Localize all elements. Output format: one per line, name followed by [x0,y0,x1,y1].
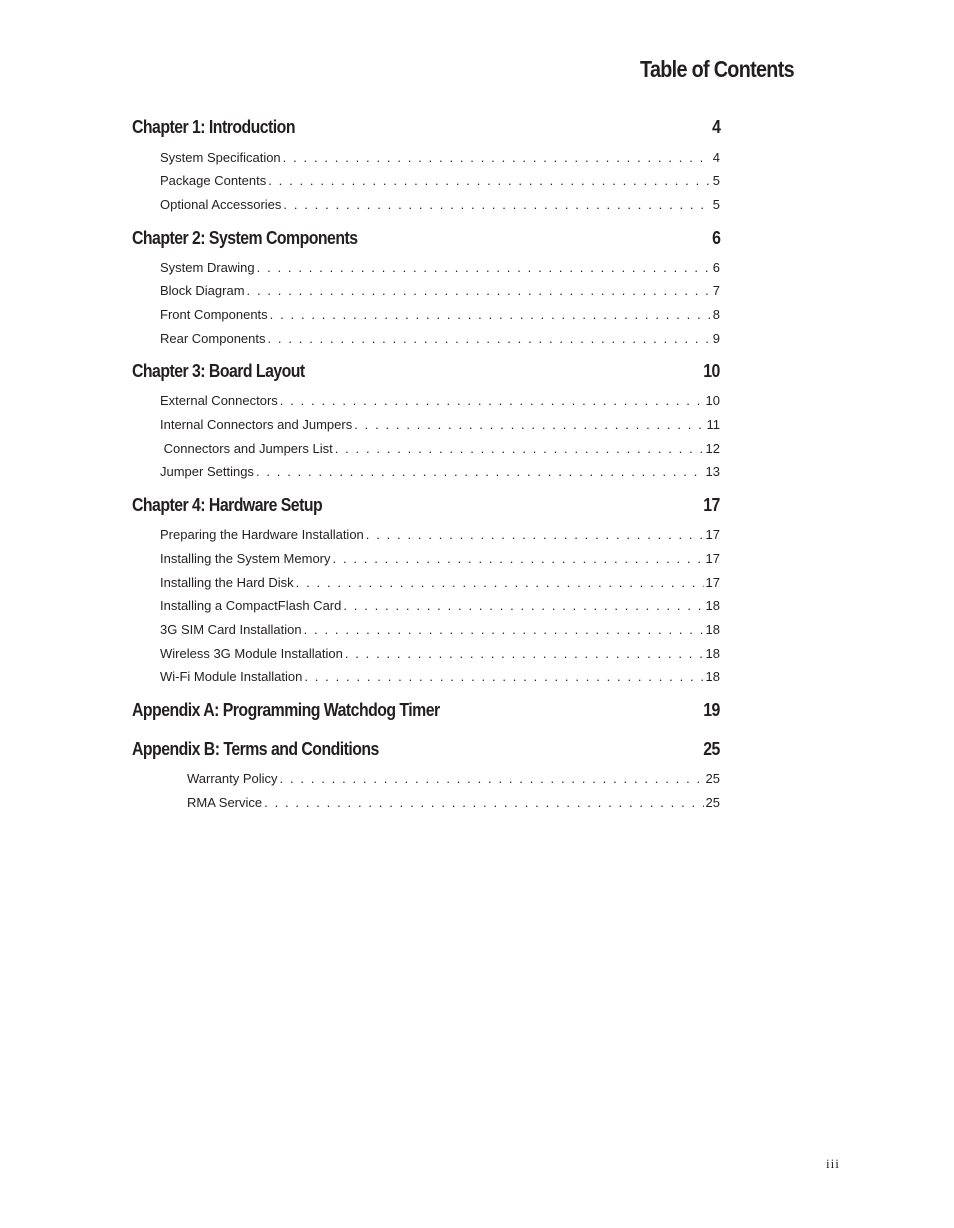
dot-leader [280,393,704,408]
entry-page: 9 [712,331,720,346]
chapter-page: 4 [711,116,720,137]
dot-leader [354,417,704,432]
toc-entry[interactable] [160,260,720,278]
entry-title: Internal Connectors and Jumpers [160,417,353,432]
entry-title: Block Diagram [160,283,245,298]
toc-entry[interactable] [160,173,720,191]
dot-leader [304,622,704,637]
toc-entry[interactable] [160,307,720,325]
entry-page: 18 [705,622,720,637]
toc-entry[interactable] [160,441,720,459]
chapter-page: 25 [703,738,720,759]
entry-page: 17 [705,527,720,542]
dot-leader [283,150,711,165]
toc-chapter-1[interactable] [132,115,720,139]
entry-page: 18 [705,646,720,661]
entry-title: RMA Service [187,795,263,810]
toc-entry[interactable] [160,551,720,569]
entry-page: 6 [712,260,720,275]
entry-title: Installing a CompactFlash Card [160,598,342,613]
toc-entry[interactable] [160,197,720,215]
toc-entry[interactable] [160,527,720,545]
entry-title: Installing the Hard Disk [160,575,294,590]
entry-title: Connectors and Jumpers List [160,441,333,456]
entry-page: 10 [705,393,720,408]
entry-page: 11 [706,417,720,432]
dot-leader [366,527,704,542]
toc-chapter-2[interactable] [132,226,720,250]
chapter-title: Chapter 4: Hardware Setup [132,494,323,515]
chapter-title: Appendix A: Programming Watchdog Timer [132,699,440,720]
entry-title: Package Contents [160,173,267,188]
entry-page: 5 [712,197,720,212]
entry-page: 12 [705,441,720,456]
chapter-page: 19 [703,699,720,720]
entry-title: Rear Components [160,331,266,346]
toc-chapter-4[interactable] [132,493,720,517]
dot-leader [296,575,704,590]
entry-title: Optional Accessories [160,197,282,212]
entry-title: External Connectors [160,393,278,408]
toc-entry[interactable] [160,575,720,593]
entry-title: Wireless 3G Module Installation [160,646,343,661]
chapter-title: Appendix B: Terms and Conditions [132,738,379,759]
entry-page: 17 [705,575,720,590]
toc-appendix-a[interactable] [132,698,720,722]
toc-entry[interactable] [160,669,720,687]
toc-chapter-3[interactable] [132,359,720,383]
entry-title: Jumper Settings [160,464,254,479]
page-title: Table of Contents [640,56,794,82]
dot-leader [257,260,711,275]
toc-entry[interactable] [160,646,720,664]
entry-title: System Specification [160,150,281,165]
entry-title: System Drawing [160,260,255,275]
page-number: iii [826,1156,840,1171]
toc-entry[interactable] [160,331,720,349]
chapter-page: 6 [711,227,720,248]
dot-leader [264,795,703,810]
entry-title: Front Components [160,307,268,322]
dot-leader [270,307,711,322]
entry-title: Wi-Fi Module Installation [160,669,303,684]
entry-page: 7 [712,283,720,298]
toc-entry[interactable] [160,598,720,616]
toc-entry[interactable] [187,795,720,813]
toc-entry[interactable] [160,417,720,435]
toc-entry[interactable] [160,622,720,640]
chapter-title: Chapter 1: Introduction [132,116,295,137]
entry-title: 3G SIM Card Installation [160,622,302,637]
entry-page: 5 [712,173,720,188]
toc-appendix-b[interactable] [132,737,720,761]
entry-page: 18 [705,598,720,613]
dot-leader [280,771,704,786]
dot-leader [268,173,711,188]
entry-page: 8 [712,307,720,322]
entry-title: Preparing the Hardware Installation [160,527,364,542]
dot-leader [283,197,710,212]
toc-entry[interactable] [160,464,720,482]
toc-entry[interactable] [187,771,720,789]
entry-page: 4 [712,150,720,165]
dot-leader [343,598,703,613]
toc-entry[interactable] [160,393,720,411]
chapter-title: Chapter 3: Board Layout [132,360,305,381]
dot-leader [333,551,704,566]
chapter-page: 10 [703,360,720,381]
dot-leader [268,331,711,346]
entry-page: 25 [705,795,720,810]
entry-page: 18 [705,669,720,684]
dot-leader [256,464,704,479]
dot-leader [304,669,703,684]
entry-page: 13 [705,464,720,479]
toc-entry[interactable] [160,283,720,301]
dot-leader [335,441,704,456]
entry-title: Installing the System Memory [160,551,331,566]
chapter-title: Chapter 2: System Components [132,227,358,248]
dot-leader [247,283,711,298]
entry-title: Warranty Policy [187,771,278,786]
chapter-page: 17 [703,494,720,515]
entry-page: 17 [705,551,720,566]
entry-page: 25 [705,771,720,786]
toc-entry[interactable] [160,150,720,168]
dot-leader [345,646,704,661]
